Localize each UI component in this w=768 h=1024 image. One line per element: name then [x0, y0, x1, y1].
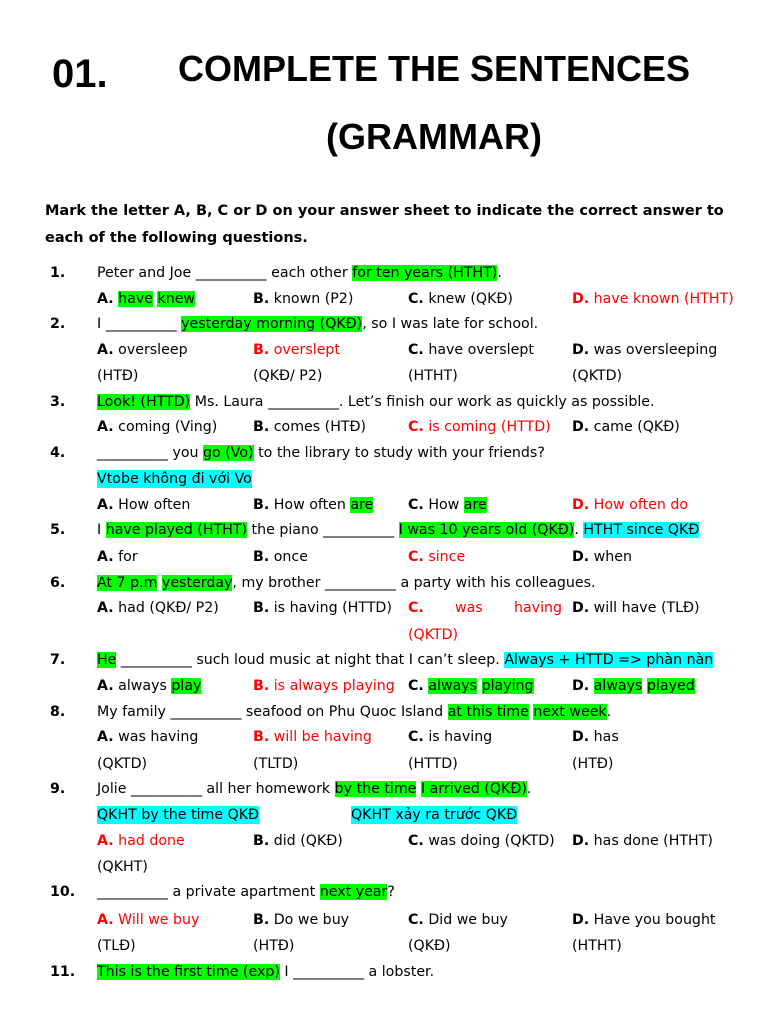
- text-span: B.: [253, 678, 270, 694]
- option-d-tense: (HTĐ): [572, 756, 614, 772]
- text-span: I __________ a lobster.: [279, 964, 435, 980]
- text-span: A.: [97, 342, 114, 358]
- option-a-tense: (QKTD): [97, 756, 148, 772]
- text-span: has: [589, 729, 619, 745]
- text-span: C.: [408, 549, 424, 565]
- text-span: is coming (HTTD): [423, 419, 551, 435]
- text-span: having: [514, 600, 563, 616]
- question-stem: [97, 444, 545, 462]
- text-span: .: [606, 704, 612, 720]
- text-span: had (QKĐ/ P2): [113, 600, 219, 616]
- text-span: will be having: [269, 729, 372, 745]
- text-span: I __________: [97, 316, 182, 332]
- text-span: C.: [408, 600, 424, 616]
- text-span: .: [526, 781, 532, 797]
- text-span: __________ such loud music at night that I can’t sleep.: [116, 652, 505, 668]
- question-number: 10.: [50, 884, 76, 900]
- text-span: B.: [253, 600, 270, 616]
- text-span: are: [463, 497, 487, 513]
- text-span: D.: [572, 342, 590, 358]
- text-span: B.: [253, 833, 270, 849]
- text-span: Do we buy: [269, 912, 350, 928]
- text-span: to the library to study with your friends?: [253, 445, 545, 461]
- option-c[interactable]: [408, 496, 487, 514]
- text-span: is always playing: [269, 678, 395, 694]
- text-span: I was 10 years old (QKĐ): [398, 522, 575, 538]
- text-span: Jolie __________ all her homework: [97, 781, 335, 797]
- text-span: the piano __________: [247, 522, 399, 538]
- text-span: [477, 678, 482, 694]
- text-span: since: [423, 549, 466, 565]
- question-number: 7.: [50, 652, 66, 668]
- text-span: I arrived (QKĐ): [420, 781, 527, 797]
- text-span: D.: [572, 600, 590, 616]
- option-c-tense: (HTTD): [408, 756, 458, 772]
- text-span: when: [589, 549, 632, 565]
- option-c[interactable]: [408, 341, 534, 359]
- title-line-2: (GRAMMAR): [326, 116, 542, 157]
- option-a[interactable]: [97, 599, 219, 617]
- grammar-note: QKHT by the time QKĐ: [97, 807, 260, 823]
- text-span: ?: [387, 884, 395, 900]
- option-c[interactable]: [408, 728, 492, 746]
- option-c[interactable]: [408, 677, 534, 695]
- option-a-correct[interactable]: [97, 911, 199, 929]
- instructions: Mark the letter A, B, C or D on your answer sheet to indicate the correct answer to each of the following questions.: [45, 203, 724, 246]
- text-span: D.: [572, 678, 590, 694]
- option-c-correct[interactable]: [408, 599, 563, 617]
- text-span: , my brother __________ a party with his colleagues.: [232, 575, 596, 591]
- text-span: A.: [97, 912, 114, 928]
- option-a[interactable]: [97, 728, 198, 746]
- text-span: B.: [253, 342, 270, 358]
- option-a[interactable]: [97, 548, 138, 566]
- text-span: D.: [572, 291, 590, 307]
- text-span: A.: [97, 729, 114, 745]
- option-d[interactable]: [572, 599, 700, 617]
- question-number: 3.: [50, 394, 66, 410]
- option-b-correct[interactable]: [253, 677, 395, 695]
- text-span: C.: [408, 497, 424, 513]
- text-span: are: [350, 497, 374, 513]
- option-a-tense: (HTĐ): [97, 368, 139, 384]
- text-span: is having: [423, 729, 493, 745]
- text-span: next week: [533, 704, 607, 720]
- option-a-tense: (QKHT): [97, 859, 148, 875]
- text-span: C.: [408, 419, 424, 435]
- option-c[interactable]: [408, 911, 508, 929]
- text-span: A.: [97, 600, 114, 616]
- text-span: knew (QKĐ): [423, 291, 513, 307]
- grammar-note-2: QKHT xảy ra trước QKĐ: [351, 807, 518, 823]
- option-d-correct[interactable]: [572, 290, 734, 308]
- option-b[interactable]: [253, 599, 392, 617]
- text-span: Did we buy: [423, 912, 508, 928]
- question-number: 8.: [50, 704, 66, 720]
- text-span: A.: [97, 419, 114, 435]
- text-span: D.: [572, 912, 590, 928]
- text-span: did (QKĐ): [269, 833, 343, 849]
- option-c[interactable]: [408, 290, 513, 308]
- option-a[interactable]: [97, 341, 188, 359]
- text-span: by the time: [334, 781, 417, 797]
- grammar-note: Vtobe không đi với Vo: [97, 471, 252, 487]
- text-span: Will we buy: [113, 912, 200, 928]
- text-span: will have (TLĐ): [589, 600, 700, 616]
- text-span: known (P2): [269, 291, 354, 307]
- text-span: D.: [572, 497, 590, 513]
- option-d[interactable]: [572, 911, 716, 929]
- option-c-correct[interactable]: [408, 548, 465, 566]
- text-span: C.: [408, 678, 424, 694]
- text-span: He: [97, 652, 117, 668]
- option-d[interactable]: [572, 548, 632, 566]
- option-b[interactable]: [253, 418, 366, 436]
- text-span: Ms. Laura __________. Let’s finish our work as quickly as possible.: [190, 394, 655, 410]
- text-span: at this time: [447, 704, 529, 720]
- text-span: How often do: [589, 497, 689, 513]
- text-span: have played (HTHT): [105, 522, 248, 538]
- option-a-correct[interactable]: [97, 832, 185, 850]
- question-stem: [97, 315, 538, 333]
- text-span: How often: [113, 497, 191, 513]
- text-span: .: [574, 522, 584, 538]
- text-span: Look! (HTTD): [97, 394, 191, 410]
- text-span: was having: [113, 729, 199, 745]
- text-span: C.: [408, 729, 424, 745]
- text-span: B.: [253, 729, 270, 745]
- question-stem: [97, 703, 611, 721]
- question-stem: [97, 521, 699, 539]
- text-span: had done: [113, 833, 185, 849]
- option-b-tense: (QKĐ/ P2): [253, 368, 323, 384]
- text-span: A.: [97, 497, 114, 513]
- option-d[interactable]: [572, 832, 713, 850]
- option-a[interactable]: [97, 418, 217, 436]
- text-span: .: [497, 265, 502, 281]
- text-span: A.: [97, 549, 114, 565]
- text-span: have: [118, 291, 153, 307]
- text-span: was doing (QKTD): [423, 833, 555, 849]
- text-span: next year: [319, 884, 388, 900]
- text-span: Have you bought: [589, 912, 716, 928]
- text-span: has done (HTHT): [589, 833, 713, 849]
- question-stem: [97, 574, 596, 592]
- text-span: coming (Ving): [113, 419, 218, 435]
- text-span: for: [113, 549, 138, 565]
- text-span: D.: [572, 833, 590, 849]
- question-stem: [97, 651, 713, 669]
- text-span: for ten years (HTHT): [352, 265, 498, 281]
- text-span: __________ a private apartment: [97, 884, 320, 900]
- option-d-tense: (HTHT): [572, 938, 622, 954]
- text-span: This is the first time (exp): [97, 964, 280, 980]
- text-span: have overslept: [423, 342, 534, 358]
- option-a[interactable]: [97, 290, 195, 308]
- option-c-tense: (QKĐ): [408, 938, 451, 954]
- text-span: C.: [408, 833, 424, 849]
- question-stem: [97, 393, 655, 411]
- text-span: A.: [97, 678, 114, 694]
- option-b-tense: (HTĐ): [253, 938, 295, 954]
- text-span: A.: [97, 833, 114, 849]
- text-span: How: [423, 497, 464, 513]
- text-span: [589, 678, 594, 694]
- option-d[interactable]: [572, 341, 717, 359]
- text-span: is having (HTTD): [269, 600, 392, 616]
- text-span: go (Vo): [203, 445, 254, 461]
- question-number: 4.: [50, 445, 66, 461]
- text-span: B.: [253, 419, 270, 435]
- option-a[interactable]: [97, 677, 201, 695]
- option-c-tense: (QKTD): [408, 627, 459, 643]
- option-d[interactable]: [572, 728, 619, 746]
- question-number: 1.: [50, 265, 66, 281]
- text-span: How often: [269, 497, 351, 513]
- text-span: C.: [408, 342, 424, 358]
- option-b[interactable]: [253, 496, 373, 514]
- text-span: always: [113, 678, 172, 694]
- text-span: D.: [572, 419, 590, 435]
- option-c-correct[interactable]: [408, 418, 551, 436]
- text-span: oversleep: [113, 342, 188, 358]
- text-span: D.: [572, 549, 590, 565]
- option-b[interactable]: [253, 911, 349, 929]
- question-stem: [97, 963, 434, 981]
- text-span: comes (HTĐ): [269, 419, 367, 435]
- text-span: playing: [481, 678, 534, 694]
- option-b[interactable]: [253, 290, 353, 308]
- question-number: 11.: [50, 964, 76, 980]
- text-span: B.: [253, 912, 270, 928]
- text-span: came (QKĐ): [589, 419, 680, 435]
- question-stem: [97, 780, 531, 798]
- option-d-tense: (QKTD): [572, 368, 623, 384]
- option-c-tense: (HTHT): [408, 368, 458, 384]
- text-span: Always + HTTD => phàn nàn: [504, 652, 714, 668]
- option-d[interactable]: [572, 677, 695, 695]
- option-b-correct[interactable]: [253, 728, 372, 746]
- text-span: __________ you: [97, 445, 204, 461]
- text-span: always: [593, 678, 643, 694]
- text-span: D.: [572, 729, 590, 745]
- question-number: 5.: [50, 522, 66, 538]
- question-stem: [97, 264, 502, 282]
- text-span: A.: [97, 291, 114, 307]
- option-b[interactable]: [253, 548, 308, 566]
- title-line-1: COMPLETE THE SENTENCES: [177, 48, 691, 89]
- option-d-correct[interactable]: [572, 496, 688, 514]
- option-c[interactable]: [408, 832, 555, 850]
- text-span: , so I was late for school.: [362, 316, 539, 332]
- text-span: C.: [408, 912, 424, 928]
- text-span: have known (HTHT): [589, 291, 734, 307]
- text-span: yesterday: [161, 575, 233, 591]
- option-a[interactable]: [97, 496, 190, 514]
- text-span: overslept: [269, 342, 340, 358]
- text-span: My family __________ seafood on Phu Quoc Island: [97, 704, 448, 720]
- question-number: 2.: [50, 316, 66, 332]
- text-span: played: [646, 678, 695, 694]
- question-number: 6.: [50, 575, 66, 591]
- text-span: yesterday morning (QKĐ): [181, 316, 363, 332]
- option-b-correct[interactable]: [253, 341, 340, 359]
- text-span: At 7 p.m: [97, 575, 158, 591]
- text-span: B.: [253, 549, 270, 565]
- text-span: was: [455, 600, 483, 616]
- text-span: was oversleeping: [589, 342, 718, 358]
- text-span: Peter and Joe __________ each other: [97, 265, 353, 281]
- text-span: C.: [408, 291, 424, 307]
- text-span: I: [97, 522, 106, 538]
- text-span: B.: [253, 291, 270, 307]
- question-number: 9.: [50, 781, 66, 797]
- text-span: B.: [253, 497, 270, 513]
- text-span: always: [428, 678, 478, 694]
- question-stem: [97, 883, 395, 901]
- text-span: once: [269, 549, 308, 565]
- text-span: HTHT since QKĐ: [583, 522, 700, 538]
- option-b-tense: (TLTD): [253, 756, 299, 772]
- text-span: play: [171, 678, 202, 694]
- option-b[interactable]: [253, 832, 343, 850]
- option-d[interactable]: [572, 418, 680, 436]
- option-a-tense: (TLĐ): [97, 938, 136, 954]
- text-span: knew: [157, 291, 196, 307]
- title-number: 01.: [52, 52, 108, 96]
